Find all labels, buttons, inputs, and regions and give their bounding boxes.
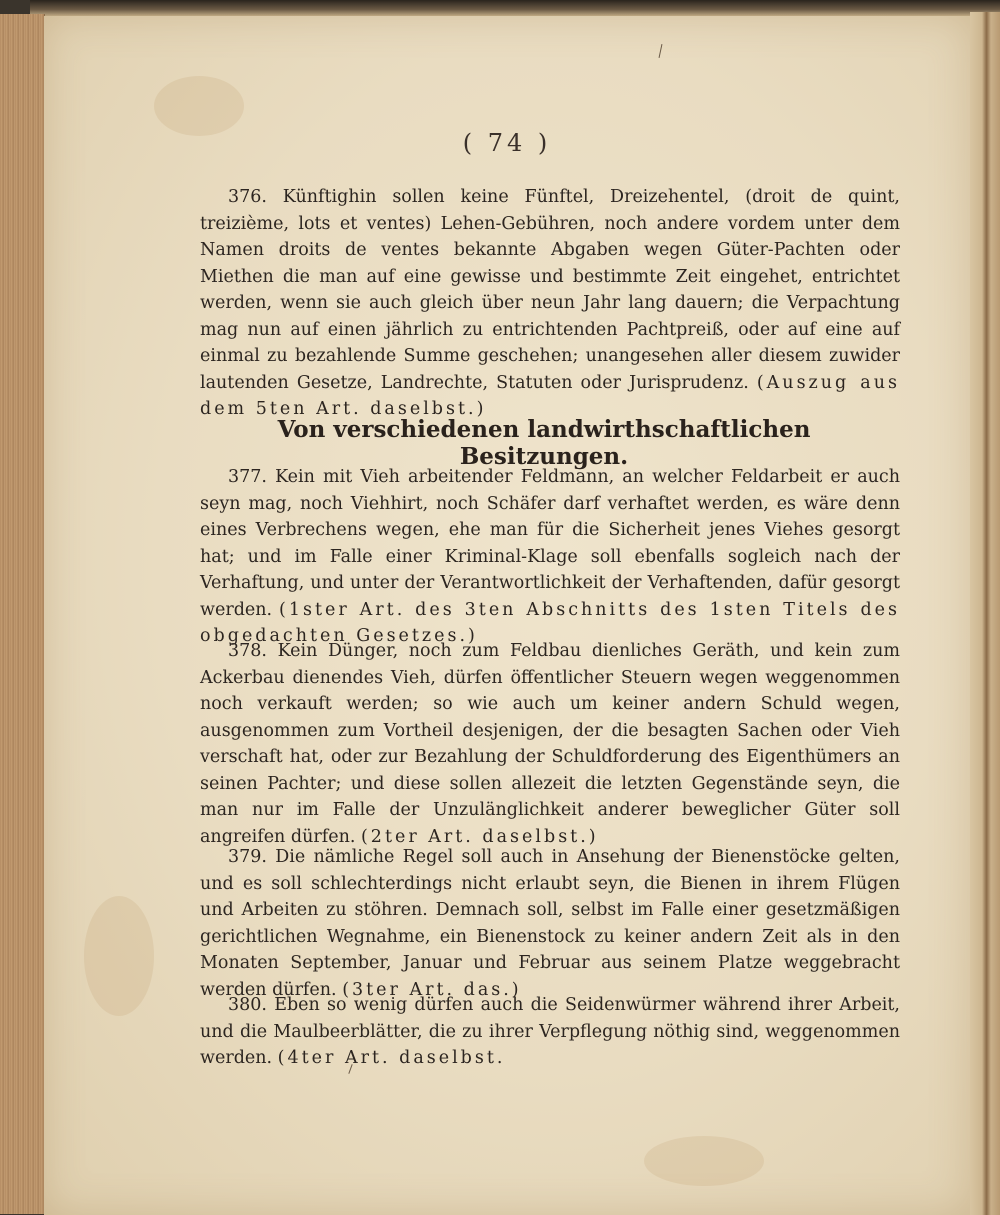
source-reference: (1ster Art. des 3ten Abschnitts des 1sten Titels des obgedachten Gesetzes.) bbox=[200, 599, 900, 646]
source-reference: (4ter Art. daselbst. bbox=[277, 1048, 506, 1068]
page-number: ( 74 ) bbox=[462, 129, 552, 157]
left-page-edges bbox=[0, 14, 45, 1214]
paragraph-text: 377. Kein mit Vieh arbeitender Feldmann, an welcher Feldarbeit er auch seyn mag, noch Viehhirt, noch Schäfer darf verhaftet werden, es wäre denn eines Verbrechens wegen, ehe man für die Sicherheit jenes Viehes gesorgt hat; und im Falle einer Kriminal-Klage soll ebenfalls sogleich nach der Verhaftung, und unter der Verantwortlichkeit der Verhaftenden, dafür gesorgt werden. bbox=[200, 467, 900, 620]
paragraph-text: 380. Eben so wenig dürfen auch die Seidenwürmer während ihrer Arbeit, und die Maulbeerblätter, die zu ihrer Verpflegung nöthig sind, weggenommen werden. bbox=[200, 995, 900, 1068]
right-page-edge bbox=[970, 12, 1000, 1215]
paragraph-text: 379. Die nämliche Regel soll auch in Ansehung der Bienenstöcke gelten, und es soll schlechterdings nicht erlaubt seyn, die Bienen in ihrem Flügen und Arbeiten zu stöhren. Demnach soll, selbst im Falle einer gesetzmäßigen gerichtlichen Wegnahme, ein Bienenstock zu keiner andern Zeit als in den Monaten September, Januar und Februar aus seinem Platze weggebracht werden dürfen. bbox=[200, 847, 900, 1000]
page-text bbox=[44, 16, 970, 1215]
paragraph-379 bbox=[200, 844, 900, 1003]
source-reference: (2ter Art. daselbst.) bbox=[360, 826, 599, 847]
source-reference: (Auszug aus dem 5ten Art. daselbst.) bbox=[200, 372, 900, 419]
paragraph-376 bbox=[200, 184, 900, 423]
paragraph-text: 376. Künftighin sollen keine Fünftel, Dreizehentel, (droit de quint, treizième, lots et ventes) Lehen-Gebühren, noch andere vordem unter dem Namen droits de ventes bekannte Abgaben wegen Güter-Pachten oder Miethen die man auf eine gewisse und bestimmte Zeit eingehet, entrichtet werden, wenn sie auch gleich über neun Jahr lang dauern; die Verpachtung mag nun auf einen jährlich zu entrichtenden Pachtpreiß, oder auf eine auf einmal zu bezahlende Summe geschehen; unangesehen aller diesem zuwider lautenden Gesetze, Landrechte, Statuten oder Jurisprudenz. bbox=[200, 187, 900, 393]
section-heading: Von verschiedenen landwirthschaftlichen Besitzungen. bbox=[277, 416, 811, 470]
paragraph-378 bbox=[200, 638, 900, 850]
book-page bbox=[44, 16, 970, 1215]
paragraph-377 bbox=[200, 464, 900, 650]
paragraph-380 bbox=[200, 992, 900, 1072]
source-reference: (3ter Art. das.) bbox=[342, 979, 522, 1000]
book-top-edge bbox=[30, 0, 1000, 16]
paragraph-text: 378. Kein Dünger, noch zum Feldbau dienliches Geräth, und kein zum Ackerbau dienendes Vieh, dürfen öffentlicher Steuern wegen weggenommen noch verkauft werden; so wie auch um keiner andern Schuld wegen, ausgenommen zum Vortheil desjenigen, der die besagten Sachen oder Vieh verschaft hat, oder zur Bezahlung der Schuldforderung des Eigenthümers an seinen Pachter; und diese sollen allezeit die letzten Gegenstände seyn, die man nur im Falle der Unzulänglichkeit anderer beweglicher Güter soll angreifen dürfen. bbox=[200, 641, 900, 847]
